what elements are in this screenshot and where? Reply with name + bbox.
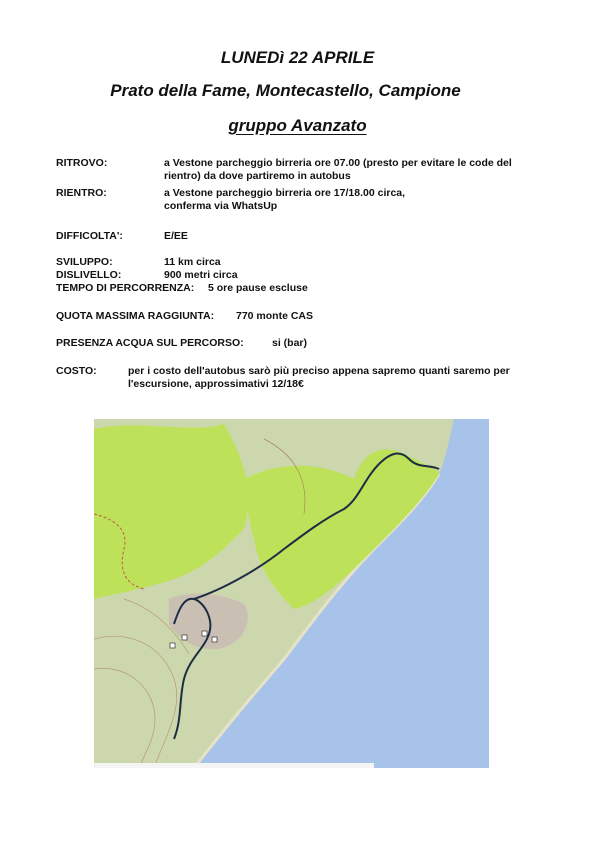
difficolta-label: DIFFICOLTA': (56, 230, 123, 242)
waypoint-marker (202, 631, 207, 636)
ritrovo-label: RITROVO: (56, 157, 108, 169)
costo-value: per i costo dell'autobus sarò più preciso appena sapremo quanti saremo per l'escursione, approssimativi 12/18€ (128, 365, 510, 390)
event-date: LUNEDì 22 APRILE (220, 48, 375, 67)
waypoint-marker (170, 643, 175, 648)
ritrovo-value: a Vestone parcheggio birreria ore 07.00 (presto per evitare le code del rientro) da dove partiremo in autobus (164, 157, 512, 182)
sviluppo-label: SVILUPPO: (56, 256, 113, 268)
acqua-label: PRESENZA ACQUA SUL PERCORSO: (56, 337, 244, 349)
tempo-label: TEMPO DI PERCORRENZA: (56, 282, 195, 294)
map-bottom-strip (94, 763, 374, 768)
route-map (94, 419, 489, 768)
acqua-value: si (bar) (272, 337, 308, 349)
sviluppo-value: 11 km circa (164, 256, 221, 268)
tempo-value: 5 ore pause escluse (208, 282, 308, 294)
dislivello-value: 900 metri circa (164, 269, 238, 281)
waypoint-marker (182, 635, 187, 640)
quota-label: QUOTA MASSIMA RAGGIUNTA: (56, 310, 215, 322)
difficolta-value: E/EE (164, 230, 188, 242)
costo-label: COSTO: (56, 365, 97, 377)
rientro-value-1: a Vestone parcheggio birreria ore 17/18.00 circa, (164, 187, 406, 199)
topographic-map (94, 419, 489, 768)
dislivello-label: DISLIVELLO: (56, 269, 122, 281)
waypoint-marker (212, 637, 217, 642)
rientro-value-2: conferma via WhatsUp (164, 200, 278, 212)
rientro-label: RIENTRO: (56, 187, 107, 199)
group-name: gruppo Avanzato (228, 116, 367, 135)
route-title: Prato della Fame, Montecastello, Campione (110, 81, 461, 100)
quota-value: 770 monte CAS (236, 310, 314, 322)
